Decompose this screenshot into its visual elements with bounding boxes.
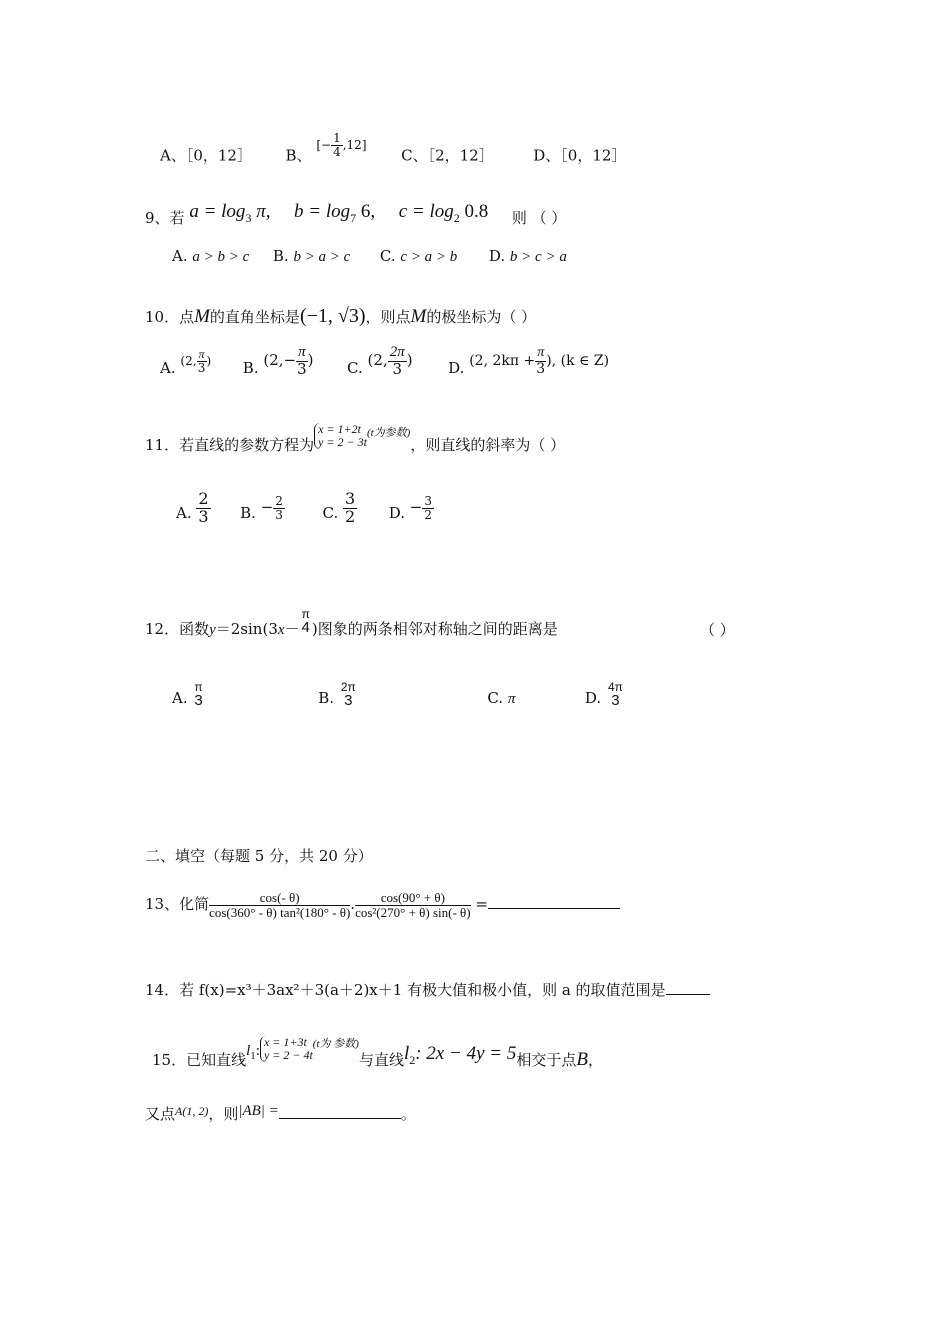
q10-option-b: (2,− $\frac{\pi}{3}$ )	[263, 343, 314, 378]
q13-answer-blank[interactable]	[488, 908, 620, 909]
q14-stem: 14．若 f(x)=x³＋3ax²＋3(a＋2)x＋1 有极大值和极小值，则 a 的取值范围是	[145, 980, 710, 1000]
q12-frac: π 4	[301, 606, 310, 637]
q15-param-eq: x = 1+3t y = 2 − 4t	[260, 1036, 313, 1062]
q13-fraction-1: $\frac{\cos(- \theta)}{\text{cos(360° - θ) tan²(180° - θ)}}$	[209, 889, 351, 920]
q10-options: A. $^{(2, \frac{\pi}{3} )}$ B. (2,− $\frac{\pi}{3}$ ) C. (2, $\frac{2\pi}{3}$ ) D. (2, 2kπ + $\frac{\pi}{3}$ ), (k ∈ Z)	[160, 343, 610, 378]
q11-stem: 11．若直线的参数方程为 x = 1+2t y = 2 − 3t $^{(t为参数)}$，则直线的斜率为（ ）	[145, 422, 566, 454]
q9-c-expr: $c = \log_2 0.8$	[398, 201, 489, 225]
q12-option-d: 4π 3	[607, 679, 623, 710]
q9-option-b: b > a > c	[293, 249, 351, 265]
q9-answer-paren: 则 （ ）	[511, 209, 567, 227]
q12-options: A. π 3 B. 2π 3 C. π D. 4π 3	[172, 679, 623, 710]
q8-option-b-interval: [− 1 4 ,12]	[316, 131, 367, 159]
q11-option-b: − $\frac{2}{3}$	[260, 493, 283, 522]
q12-answer-paren: （ ）	[700, 621, 735, 639]
q10-stem: 10．点M的直角坐标是(−1, √3)，则点M的极坐标为（ ）	[145, 305, 537, 327]
q9-a-expr: $a = \log_3 \pi$,	[189, 201, 271, 225]
q8-option-b-label: B、	[285, 146, 312, 165]
section-heading-fill-in: 二、填空（每题 5 分，共 20 分）	[145, 847, 373, 865]
q12-stem: 12．函数y＝2sin(3x－ π 4 )图象的两条相邻对称轴之间的距离是	[145, 606, 558, 638]
q10-option-d: (2, 2kπ + $\frac{\pi}{3}$ ), (k ∈ Z)	[469, 344, 610, 377]
q8-option-d: D、［0，12］	[533, 146, 627, 165]
q13-fraction-2: $\frac{\cos(90^\circ + \theta)}{\text{cos²(270° + θ) sin(- θ)}}$	[355, 889, 471, 920]
q9-b-expr: $b = \log_7 6$,	[294, 201, 376, 225]
q9-stem: 9、若 $a = \log_3 \pi$, $b = \log_7 6$, $c = \log_2 0.8$ 则 （ ）	[145, 201, 567, 227]
q12-option-a: π 3	[194, 679, 203, 710]
q9-options: A. a > b > c B. b > a > c C. c > a > b D. b > c > a	[172, 247, 567, 265]
q9-option-d: b > c > a	[509, 249, 567, 265]
q10-option-a: (2, π 3 )	[180, 347, 212, 375]
q12-option-b: 2π 3	[340, 679, 356, 710]
q13-stem: 13、化简 $\frac{\cos(- \theta)}{\text{cos(360° - θ) tan²(180° - θ)}}$ . $\frac{\cos(90^\circ + \theta)}{\text{cos²(270° + θ) sin(- θ)}}$ =	[145, 884, 620, 924]
q15-stem: 15．已知直线$l_1$: x = 1+3t y = 2 − 4t $^{(t为 参数)}$与直线$l_2$: 2x − 4y = 5相交于点B，	[152, 1035, 603, 1070]
q15-stem-line2: 又点$^{A(1, 2)}$，则|AB| = 。	[145, 1103, 416, 1123]
q10-option-c: (2, $\frac{2\pi}{3}$ )	[367, 343, 413, 378]
q15-answer-blank[interactable]	[279, 1118, 401, 1119]
q8-option-c: C、［2，12］	[401, 146, 494, 165]
q10-coord: (−1, √3)	[299, 305, 366, 327]
q8-option-a: A、［0，12］	[160, 146, 252, 165]
q9-option-c: c > a > b	[400, 249, 458, 265]
q11-option-d: − $\frac{3}{2}$	[409, 493, 433, 522]
q9-option-a: a > b > c	[192, 249, 250, 265]
q11-options: A. $\frac{2}{3}$ B. − $\frac{2}{3}$ C. $\frac{3}{2}$ D. − $\frac{3}{2}$	[176, 488, 433, 526]
q14-answer-blank[interactable]	[666, 994, 710, 995]
q12-option-c: π	[507, 691, 516, 707]
q15-line-l2: $l_2$: 2x − 4y = 5	[403, 1043, 517, 1067]
q11-param-eq: x = 1+2t y = 2 − 3t	[314, 423, 367, 449]
q11-option-c: $\frac{3}{2}$	[345, 488, 356, 526]
q11-option-a: $\frac{2}{3}$	[198, 488, 209, 526]
q8-options	[160, 131, 627, 170]
